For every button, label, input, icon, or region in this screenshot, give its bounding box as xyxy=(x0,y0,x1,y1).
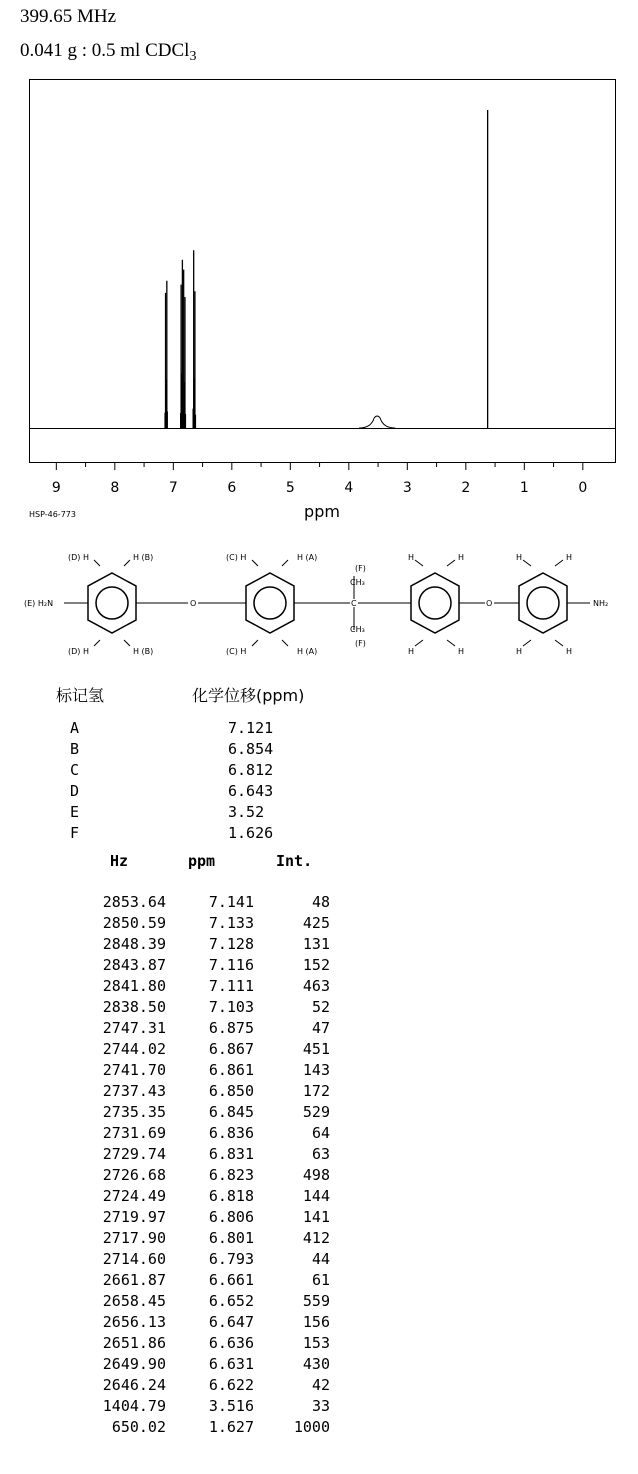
label-r1-bot-right: H (B) xyxy=(133,647,154,656)
peak-ppm: 6.636 xyxy=(208,1334,254,1352)
peak-intensity: 498 xyxy=(302,1166,330,1184)
nmr-spectrum-chart xyxy=(0,0,638,530)
label-h-r4-tr: H xyxy=(566,553,573,562)
assignment-row xyxy=(70,781,273,802)
assignment-table xyxy=(70,718,273,844)
x-tick-label: 2 xyxy=(461,480,471,496)
table-row xyxy=(0,997,340,1018)
peak-ppm: 6.801 xyxy=(208,1229,254,1247)
peak-hz: 2646.24 xyxy=(102,1376,166,1394)
label-f-bot: (F) xyxy=(355,639,366,648)
label-amine-left: (E) H₂N xyxy=(24,599,54,608)
peak-hz: 2838.50 xyxy=(102,998,166,1016)
benzene-ring-2 xyxy=(246,573,294,633)
peak-intensity: 141 xyxy=(302,1208,330,1226)
x-tick-label: 0 xyxy=(578,480,588,496)
assignment-row xyxy=(70,802,273,823)
peak-ppm: 6.622 xyxy=(208,1376,254,1394)
table-row xyxy=(0,1207,340,1228)
peak-hz: 650.02 xyxy=(111,1418,166,1436)
structure-labels xyxy=(24,553,608,656)
peak-group xyxy=(165,110,488,428)
peak-ppm: 7.133 xyxy=(208,914,254,932)
peak-intensity: 172 xyxy=(302,1082,330,1100)
peak-intensity: 559 xyxy=(302,1292,330,1310)
x-tick-label: 7 xyxy=(168,480,178,496)
label-h-r3-tr: H xyxy=(458,553,465,562)
peak-hz: 2658.45 xyxy=(102,1292,166,1310)
assignment-shift: 7.121 xyxy=(228,719,274,737)
assignment-label: B xyxy=(70,740,80,758)
peak-ppm: 6.652 xyxy=(208,1292,254,1310)
assignment-label: E xyxy=(70,803,80,821)
assignment-label: F xyxy=(70,824,80,842)
table-row xyxy=(0,1102,340,1123)
peak-intensity: 156 xyxy=(302,1313,330,1331)
table-row xyxy=(0,1186,340,1207)
label-r1-top-right: H (B) xyxy=(133,553,154,562)
label-h-r4-bl: H xyxy=(516,647,523,656)
peak-intensity: 131 xyxy=(302,935,330,953)
peak-ppm: 7.141 xyxy=(208,893,254,911)
assignment-shift: 3.52 xyxy=(228,803,265,821)
table-row xyxy=(0,1060,340,1081)
x-axis-ticks xyxy=(52,462,587,496)
assignment-row xyxy=(70,823,273,844)
peak-intensity: 463 xyxy=(302,977,330,995)
assignment-shift: 1.626 xyxy=(228,824,274,842)
peak-ppm: 6.867 xyxy=(208,1040,254,1058)
label-h-r3-bl: H xyxy=(408,647,415,656)
bonds xyxy=(64,560,590,646)
sample-subscript: 3 xyxy=(189,49,197,64)
peak-ppm: 1.627 xyxy=(208,1418,254,1436)
peak-ppm: 6.845 xyxy=(208,1103,254,1121)
peak-ppm: 7.111 xyxy=(208,977,254,995)
label-h-r3-tl: H xyxy=(408,553,415,562)
table-row xyxy=(0,1417,340,1438)
table-row xyxy=(0,1312,340,1333)
table-row xyxy=(0,1291,340,1312)
peak-intensity: 44 xyxy=(311,1250,330,1268)
label-r1-bot-left: (D) H xyxy=(68,647,89,656)
peak-intensity: 61 xyxy=(311,1271,330,1289)
x-tick-label: 1 xyxy=(519,480,529,496)
benzene-ring-4 xyxy=(519,573,567,633)
peak-table-header-ppm: ppm xyxy=(188,852,216,870)
label-r1-top-left: (D) H xyxy=(68,553,89,562)
table-row xyxy=(0,1375,340,1396)
x-tick-label: 9 xyxy=(51,480,61,496)
table-row xyxy=(0,1144,340,1165)
peak-ppm: 7.103 xyxy=(208,998,254,1016)
peak-hz: 2848.39 xyxy=(102,935,166,953)
peak-intensity: 63 xyxy=(311,1145,330,1163)
assignment-label: D xyxy=(70,782,80,800)
spectrum-code: HSP-46-773 xyxy=(29,510,76,519)
peak-ppm: 6.647 xyxy=(208,1313,254,1331)
peak-ppm: 6.818 xyxy=(208,1187,254,1205)
peak-ppm: 6.806 xyxy=(208,1208,254,1226)
benzene-ring-3 xyxy=(411,573,459,633)
label-r2-top-right: H (A) xyxy=(297,553,318,562)
peak-hz: 2843.87 xyxy=(102,956,166,974)
assignment-header-label: 标记氢 xyxy=(56,686,105,705)
peak-ppm: 6.836 xyxy=(208,1124,254,1142)
peak-hz: 2714.60 xyxy=(102,1250,166,1268)
assignment-row xyxy=(70,718,273,739)
label-r2-bot-right: H (A) xyxy=(297,647,318,656)
peak-hz: 2841.80 xyxy=(102,977,166,995)
table-row xyxy=(0,1249,340,1270)
peak-intensity: 451 xyxy=(302,1040,330,1058)
table-row xyxy=(0,1354,340,1375)
peak-hz: 2717.90 xyxy=(102,1229,166,1247)
peak-hz: 2744.02 xyxy=(102,1040,166,1058)
label-oxygen-1: O xyxy=(190,599,197,608)
peak-broad xyxy=(359,416,395,428)
peak-ppm: 6.823 xyxy=(208,1166,254,1184)
assignment-label: A xyxy=(70,719,80,737)
x-tick-label: 3 xyxy=(402,480,412,496)
peak-hz: 2737.43 xyxy=(102,1082,166,1100)
peak-hz: 2651.86 xyxy=(102,1334,166,1352)
table-row xyxy=(0,955,340,976)
benzene-ring-1 xyxy=(88,573,136,633)
table-row xyxy=(0,1270,340,1291)
peak-ppm: 6.831 xyxy=(208,1145,254,1163)
label-h-r4-tl: H xyxy=(516,553,523,562)
label-c-center: C xyxy=(351,599,357,608)
peak-ppm: 7.116 xyxy=(208,956,254,974)
assignment-row xyxy=(70,739,273,760)
x-tick-label: 8 xyxy=(110,480,120,496)
peak-hz: 2850.59 xyxy=(102,914,166,932)
x-axis-label: ppm xyxy=(304,502,340,521)
peak-intensity: 42 xyxy=(311,1376,330,1394)
peak-intensity: 47 xyxy=(311,1019,330,1037)
assignment-shift: 6.812 xyxy=(228,761,274,779)
peak-intensity: 143 xyxy=(302,1061,330,1079)
peak-ppm: 6.631 xyxy=(208,1355,254,1373)
peak-table-header-int: Int. xyxy=(276,852,313,870)
label-r2-top-left: (C) H xyxy=(226,553,247,562)
peak-hz: 2729.74 xyxy=(102,1145,166,1163)
peak-ppm: 6.793 xyxy=(208,1250,254,1268)
peak-ppm: 7.128 xyxy=(208,935,254,953)
peak-ppm: 3.516 xyxy=(208,1397,254,1415)
table-row xyxy=(0,1228,340,1249)
peak-hz: 2853.64 xyxy=(102,893,166,911)
peak-intensity: 529 xyxy=(302,1103,330,1121)
assignment-header-shift: 化学位移(ppm) xyxy=(192,686,305,705)
peak-hz: 2724.49 xyxy=(102,1187,166,1205)
peak-ppm: 6.861 xyxy=(208,1061,254,1079)
spectrometer-frequency: 399.65 MHz xyxy=(20,6,117,27)
peak-table-rows xyxy=(0,892,340,1438)
table-row xyxy=(0,1018,340,1039)
peak-table-header-hz: Hz xyxy=(110,852,129,870)
x-tick-label: 5 xyxy=(285,480,295,496)
peak-hz: 2649.90 xyxy=(102,1355,166,1373)
peak-intensity: 425 xyxy=(302,914,330,932)
peak-hz: 2726.68 xyxy=(102,1166,166,1184)
plot-frame xyxy=(30,80,616,463)
assignment-shift: 6.854 xyxy=(228,740,274,758)
table-row xyxy=(0,913,340,934)
label-f-top: (F) xyxy=(355,564,366,573)
peak-intensity: 33 xyxy=(311,1397,330,1415)
table-row xyxy=(0,1081,340,1102)
peak-intensity: 144 xyxy=(302,1187,330,1205)
peak-intensity: 1000 xyxy=(293,1418,330,1436)
peak-ppm: 6.661 xyxy=(208,1271,254,1289)
label-amine-right: NH₂ xyxy=(593,599,609,608)
peak-intensity: 64 xyxy=(311,1124,330,1142)
table-row xyxy=(0,1165,340,1186)
label-h-r3-br: H xyxy=(458,647,465,656)
assignment-shift: 6.643 xyxy=(228,782,274,800)
peak-hz: 2741.70 xyxy=(102,1061,166,1079)
peak-ppm: 6.875 xyxy=(208,1019,254,1037)
table-row xyxy=(0,934,340,955)
table-row xyxy=(0,976,340,997)
table-row xyxy=(0,892,340,913)
peak-intensity: 430 xyxy=(302,1355,330,1373)
peak-hz: 2731.69 xyxy=(102,1124,166,1142)
table-row xyxy=(0,1039,340,1060)
x-tick-label: 6 xyxy=(227,480,237,496)
peak-hz: 2747.31 xyxy=(102,1019,166,1037)
label-r2-bot-left: (C) H xyxy=(226,647,247,656)
molecule-structure xyxy=(0,548,638,668)
peak-hz: 2735.35 xyxy=(102,1103,166,1121)
sample-text: 0.041 g : 0.5 ml CDCl xyxy=(20,40,190,61)
label-oxygen-2: O xyxy=(486,599,493,608)
table-row xyxy=(0,1396,340,1417)
peak-hz: 2719.97 xyxy=(102,1208,166,1226)
peak-intensity: 52 xyxy=(311,998,330,1016)
label-ch3-top: CH₃ xyxy=(350,578,365,587)
peak-hz: 2661.87 xyxy=(102,1271,166,1289)
table-row xyxy=(0,1333,340,1354)
peak-hz: 1404.79 xyxy=(102,1397,166,1415)
label-h-r4-br: H xyxy=(566,647,573,656)
peak-ppm: 6.850 xyxy=(208,1082,254,1100)
x-tick-label: 4 xyxy=(344,480,354,496)
peak-intensity: 153 xyxy=(302,1334,330,1352)
assignment-label: C xyxy=(70,761,80,779)
assignment-row xyxy=(70,760,273,781)
peak-hz: 2656.13 xyxy=(102,1313,166,1331)
table-row xyxy=(0,1123,340,1144)
peak-intensity: 48 xyxy=(311,893,330,911)
peak-intensity: 152 xyxy=(302,956,330,974)
peak-intensity: 412 xyxy=(302,1229,330,1247)
label-ch3-bot: CH₃ xyxy=(350,625,365,634)
